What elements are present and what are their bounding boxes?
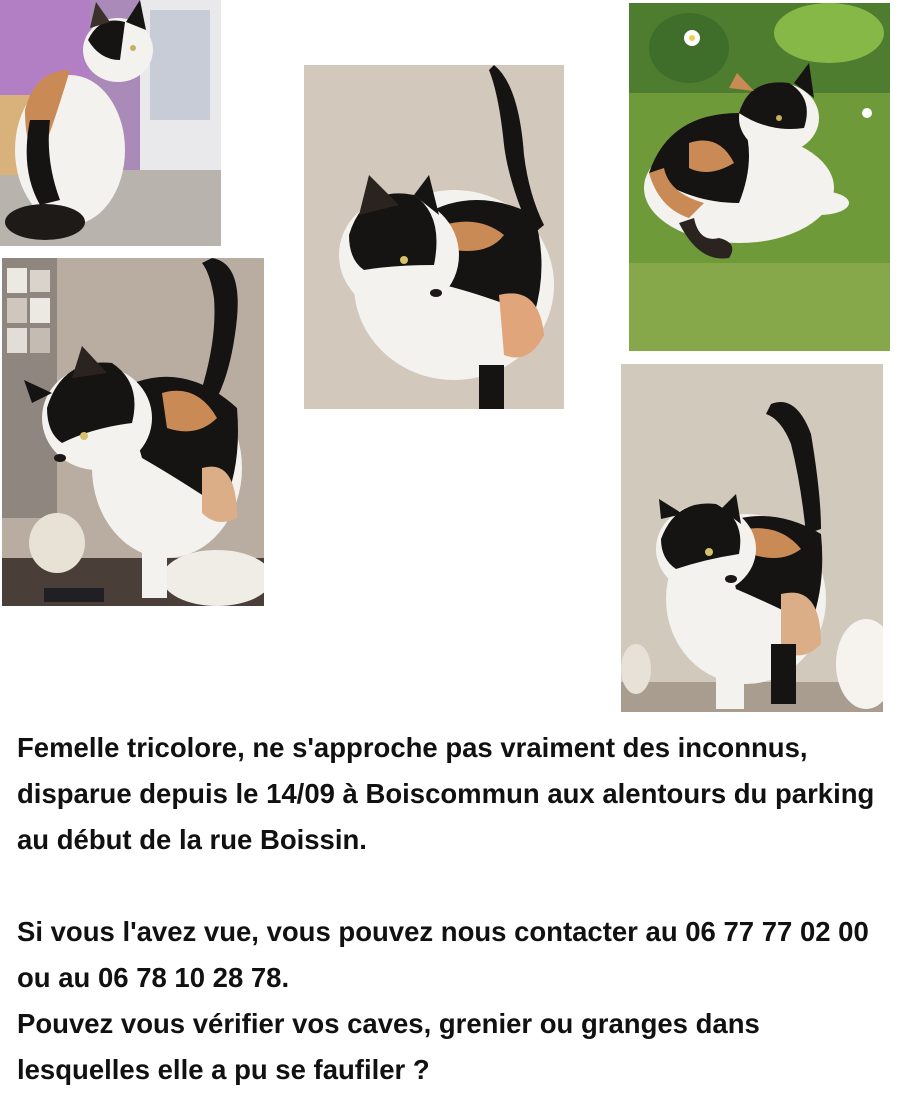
contact-information: Si vous l'avez vue, vous pouvez nous contacter au 06 77 77 02 00 ou au 06 78 10 28 78. <box>17 916 869 993</box>
cat-photo-5 <box>621 364 883 712</box>
missing-cat-description: Femelle tricolore, ne s'approche pas vraiment des inconnus, disparue depuis le 14/09 à Boiscommun aux alentours du parking au début de la rue Boissin. <box>17 732 875 855</box>
cat-sitting-window-image <box>0 0 221 246</box>
cat-in-grass-image <box>629 3 890 351</box>
cat-photo-1 <box>0 0 221 246</box>
cat-standing-wall-image <box>304 65 564 409</box>
cat-photo-3 <box>629 3 890 351</box>
cat-photo-4 <box>2 258 264 606</box>
cat-indoors-image <box>2 258 264 606</box>
cat-tail-up-image <box>621 364 883 712</box>
cat-photo-2 <box>304 65 564 409</box>
search-request: Pouvez vous vérifier vos caves, grenier ou granges dans lesquelles elle a pu se faufiler ? <box>17 1008 760 1085</box>
